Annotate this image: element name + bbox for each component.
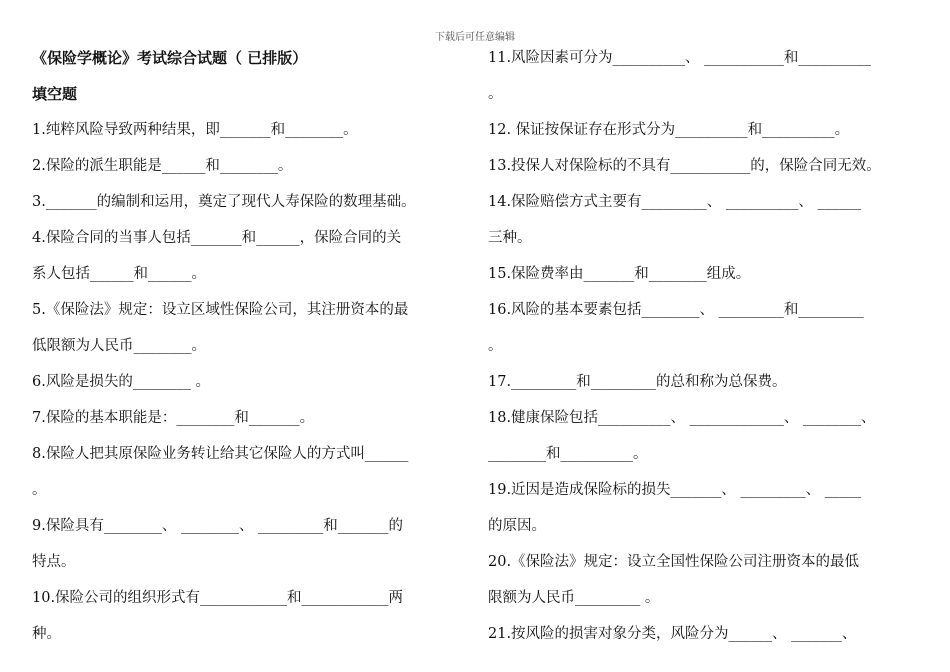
- question-line: 的原因。: [488, 518, 546, 534]
- question-line: 种。: [32, 626, 61, 642]
- question-line: 系人包括______和______。: [32, 266, 206, 282]
- question-line: 三种。: [488, 230, 532, 246]
- question-line: 。: [488, 338, 503, 354]
- document-title: 《保险学概论》考试综合试题（ 已排版）: [32, 49, 308, 67]
- question-line: 4.保险合同的当事人包括_______和______，保险合同的关: [32, 230, 402, 246]
- question-line: 。: [32, 482, 47, 498]
- question-line: 19.近因是造成保险标的损失_______、 _________、 _____: [488, 482, 862, 498]
- question-line: 15.保险费率由_______和________组成。: [488, 266, 751, 282]
- question-line: 10.保险公司的组织形式有____________和____________两: [32, 590, 404, 606]
- question-line: 限额为人民币_________ 。: [488, 590, 660, 606]
- question-line: 低限额为人民币________。: [32, 338, 206, 354]
- question-line: 11.风险因素可分为__________、 ___________和__________: [488, 50, 871, 66]
- question-line: 17._________和_________的总和称为总保费。: [488, 374, 787, 390]
- question-line: 1.纯粹风险导致两种结果，即_______和________。: [32, 122, 358, 138]
- question-line: 20.《保险法》规定：设立全国性保险公司注册资本的最低: [488, 554, 860, 570]
- question-line: 16.风险的基本要素包括________、 _________和_________: [488, 302, 864, 318]
- question-line: 14.保险赔偿方式主要有_________、 __________、 ______: [488, 194, 862, 210]
- question-line: 21.按风险的损害对象分类，风险分为______、 _______、: [488, 626, 857, 642]
- question-line: 18.健康保险包括__________、 _____________、 ________、: [488, 410, 876, 426]
- question-line: 特点。: [32, 554, 76, 570]
- section-heading: 填空题: [32, 85, 78, 103]
- question-line: 3._______的编制和运用，奠定了现代人寿保险的数理基础。: [32, 194, 416, 210]
- header-note: 下载后可任意编辑: [435, 32, 515, 43]
- question-line: 6.风险是损失的________ 。: [32, 374, 210, 390]
- question-line: 。: [488, 86, 503, 102]
- question-line: 7.保险的基本职能是：________和_______。: [32, 410, 315, 426]
- question-line: 2.保险的派生职能是______和________。: [32, 158, 293, 174]
- question-line: 8.保险人把其原保险业务转让给其它保险人的方式叫______: [32, 446, 409, 462]
- question-line: 12. 保证按保证存在形式分为__________和__________。: [488, 122, 850, 138]
- question-line: 5.《保险法》规定：设立区域性保险公司，其注册资本的最: [32, 302, 409, 318]
- question-line: 13.投保人对保险标的不具有___________的，保险合同无效。: [488, 158, 881, 174]
- question-line: 9.保险具有________、 ________、 _________和_______的: [32, 518, 404, 534]
- right-column: [488, 40, 928, 652]
- question-line: ________和__________。: [488, 446, 648, 462]
- left-column: [32, 40, 464, 652]
